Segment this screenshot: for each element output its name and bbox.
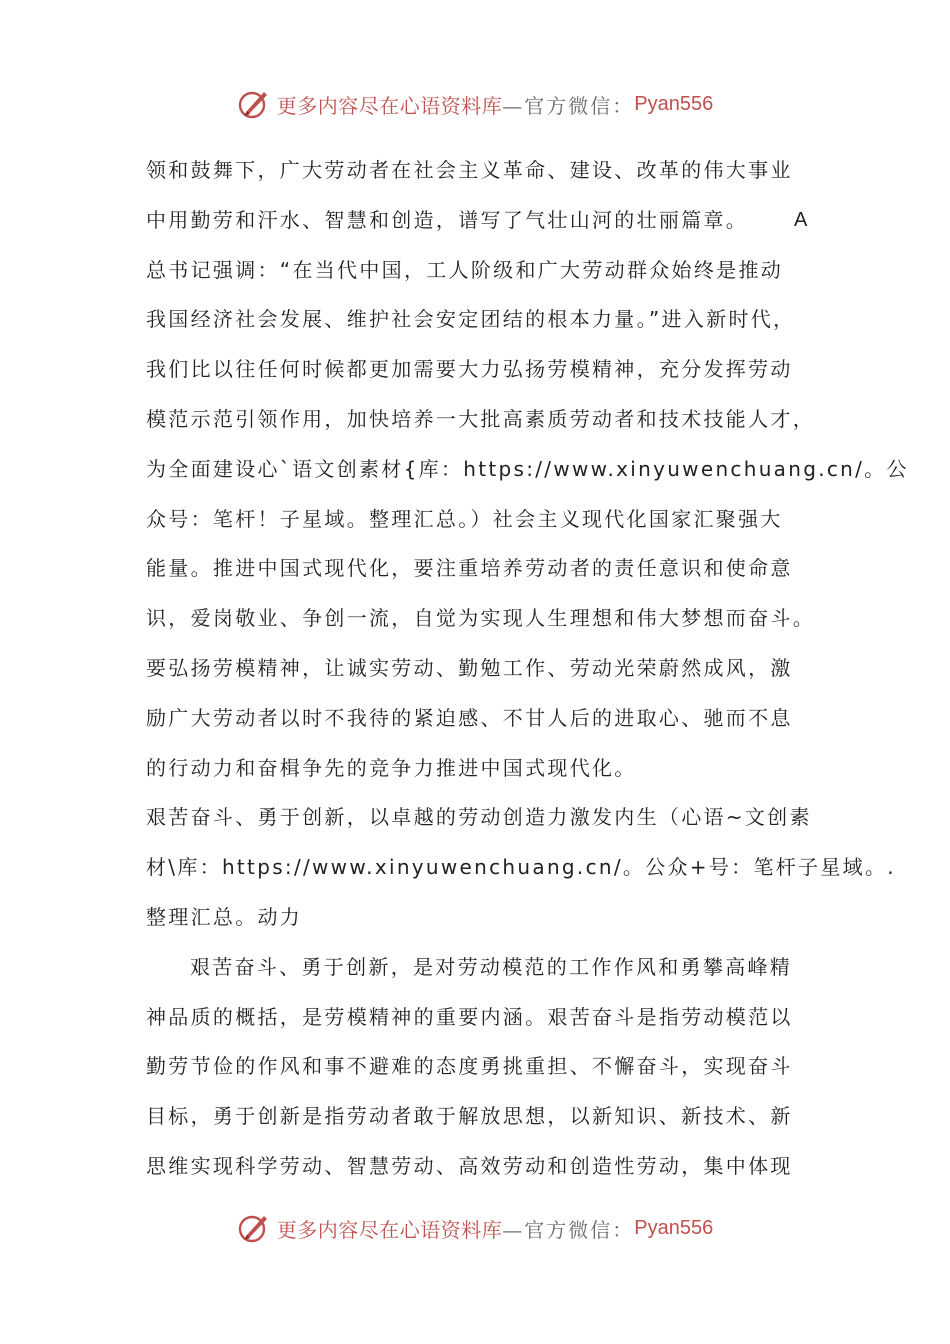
quill-pen-logo-icon xyxy=(237,1211,271,1245)
body-line: 要弘扬劳模精神，让诚实劳动、勤勉工作、劳动光荣蔚然成风，激 xyxy=(146,655,793,680)
body-line: 我国经济社会发展、维护社会安定团结的根本力量。”进入新时代， xyxy=(146,307,796,332)
header-banner xyxy=(0,84,950,124)
quill-pen-logo-icon xyxy=(237,87,271,121)
body-line: 我们比以往任何时候都更加需要大力弘扬劳模精神，充分发挥劳动 xyxy=(146,357,793,382)
body-line-text: 中用勤劳和汗水、智慧和创造，谱写了气壮山河的壮丽篇章。 xyxy=(146,207,749,232)
body-line: 目标，勇于创新是指劳动者敢于解放思想，以新知识、新技术、新 xyxy=(146,1104,793,1129)
footer-banner xyxy=(0,1208,950,1248)
body-line: 模范示范引领作用，加快培养一大批高素质劳动者和技术技能人才， xyxy=(146,406,815,431)
section-heading-line: 艰苦奋斗、勇于创新，以卓越的劳动创造力激发内生（心语~文创素 xyxy=(146,805,812,830)
body-line: 众号：笔杆！子星域。整理汇总。）社会主义现代化国家汇聚强大 xyxy=(146,506,783,531)
header-brand-text: 更多内容尽在心语资料库 xyxy=(276,93,503,118)
section-heading-line: 整理汇总。动力 xyxy=(146,904,303,929)
body-line: 神品质的概括，是劳模精神的重要内涵。艰苦奋斗是指劳动模范以 xyxy=(146,1004,793,1029)
body-line: 识，爱岗敬业、争创一流，自觉为实现人生理想和伟大梦想而奋斗。 xyxy=(146,606,815,631)
body-line: 勤劳节俭的作风和事不避难的态度勇挑重担、不懈奋斗，实现奋斗 xyxy=(146,1054,793,1079)
body-line: 为全面建设心`语文创素材{库：https://www.xinyuwenchuang.cn/。公 xyxy=(146,456,909,481)
body-line: 的行动力和奋楫争先的竞争力推进中国式现代化。 xyxy=(146,755,637,780)
body-line-with-marker xyxy=(146,200,816,250)
body-line: 能量。推进中国式现代化，要注重培养劳动者的责任意识和使命意 xyxy=(146,556,793,581)
footer-wechat-id: Pyan556 xyxy=(634,1216,714,1239)
footer-official-label: —官方微信： xyxy=(502,1217,635,1242)
document-body xyxy=(146,150,909,1196)
paragraph-first-line: 艰苦奋斗、勇于创新，是对劳动模范的工作作风和勇攀高峰精 xyxy=(190,954,793,979)
body-line: 思维实现科学劳动、智慧劳动、高效劳动和创造性劳动，集中体现 xyxy=(146,1153,793,1178)
header-wechat-id: Pyan556 xyxy=(634,92,714,115)
section-heading-line: 材\库：https://www.xinyuwenchuang.cn/。公众+号：笔杆子星域。. xyxy=(146,855,896,880)
footer-brand-text: 更多内容尽在心语资料库 xyxy=(276,1217,503,1242)
page-marker: A xyxy=(794,208,808,231)
body-line: 励广大劳动者以时不我待的紧迫感、不甘人后的进取心、驰而不息 xyxy=(146,705,793,730)
body-line: 总书记强调：“在当代中国，工人阶级和广大劳动群众始终是推动 xyxy=(146,257,784,282)
body-line: 领和鼓舞下，广大劳动者在社会主义革命、建设、改革的伟大事业 xyxy=(146,158,793,182)
header-official-label: —官方微信： xyxy=(502,93,635,118)
